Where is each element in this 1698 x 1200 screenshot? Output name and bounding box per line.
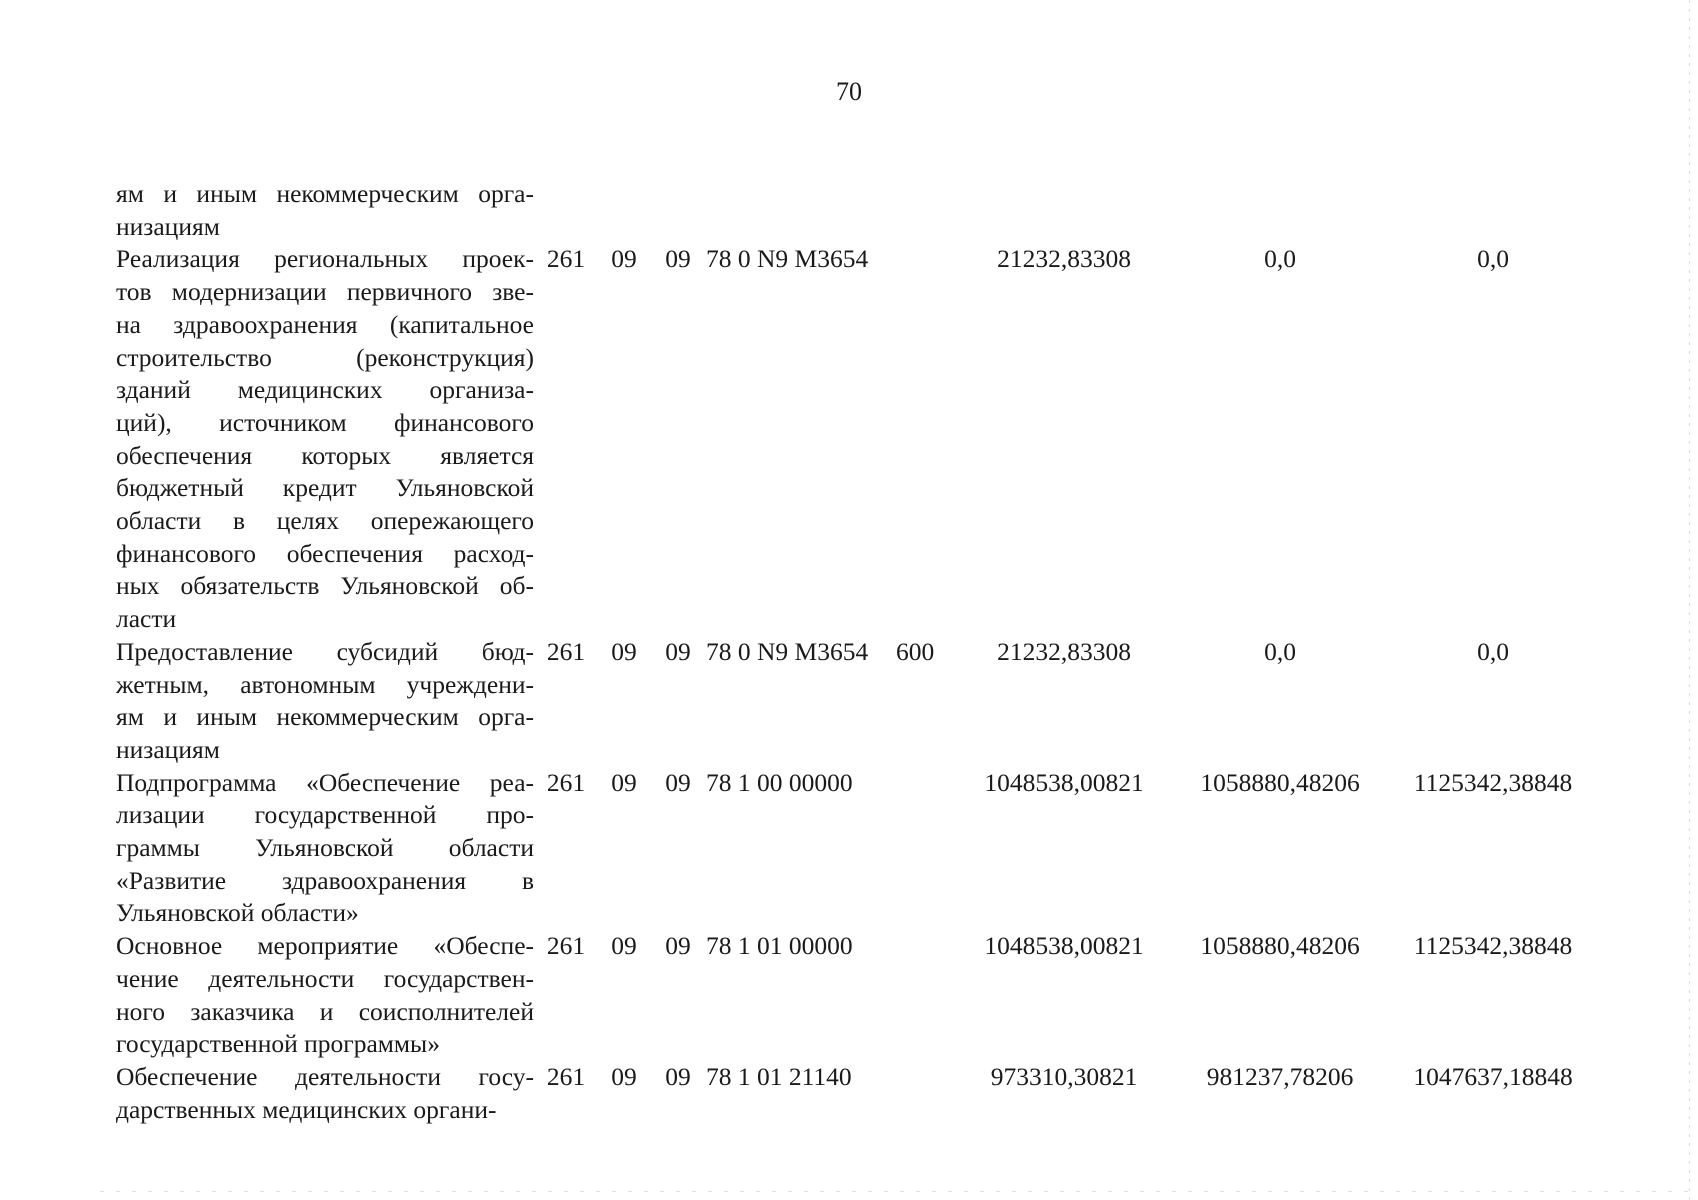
- amount-year-3-cell: 1047637,18848: [1413, 1061, 1573, 1091]
- description-line: ного заказчика и соисполнителей: [116, 996, 534, 1026]
- table-body: [116, 178, 1598, 1126]
- amount-year-1-cell: 21232,83308: [997, 244, 1131, 274]
- target-article-cell: 78 0 N9 М3654: [706, 636, 869, 666]
- expense-type-cell: [896, 243, 956, 635]
- description-cell: [116, 178, 534, 243]
- expense-type-cell: [896, 767, 956, 931]
- subsection-code-cell: 09: [665, 244, 691, 274]
- description-line: Реализация региональных проек-: [116, 244, 534, 274]
- description-line: области в целях опережающего: [116, 506, 534, 536]
- description-cell: [116, 767, 534, 931]
- amount-year-2-cell: 1058880,48206: [1200, 931, 1360, 961]
- description-line: низациям: [116, 734, 220, 764]
- description-line: ям и иным некоммерческим орга-: [116, 702, 534, 732]
- amount-year-3-cell: 0,0: [1477, 636, 1509, 666]
- description-line: Ульяновской области»: [116, 898, 359, 928]
- description-cell: [116, 243, 534, 635]
- description-line: Подпрограмма «Обеспечение реа-: [116, 767, 534, 797]
- description-line: на здравоохранения (капитальное: [116, 309, 534, 339]
- amount-year-3-cell: 0,0: [1477, 244, 1509, 274]
- section-code-cell: 09: [611, 1061, 637, 1091]
- page-number: 70: [836, 77, 862, 106]
- description-line: тов модернизации первичного зве-: [116, 277, 534, 307]
- amount-year-3-cell: 1125342,38848: [1413, 767, 1573, 797]
- table-row: [116, 636, 1598, 767]
- description-line: ных обязательств Ульяновской об-: [116, 571, 534, 601]
- target-article-cell: [706, 178, 896, 243]
- description-line: граммы Ульяновской области: [116, 833, 534, 863]
- amount-year-1-cell: [956, 178, 1172, 243]
- amount-year-3-cell: 1125342,38848: [1413, 931, 1573, 961]
- amount-year-3-cell: [1388, 178, 1598, 243]
- description-line: финансового обеспечения расход-: [116, 538, 534, 568]
- amount-year-2-cell: 0,0: [1264, 244, 1296, 274]
- scan-bottom-marks: [100, 1191, 1698, 1192]
- expense-type-cell: [896, 930, 956, 1061]
- subsection-code-cell: 09: [665, 636, 691, 666]
- expense-type-cell: [896, 1061, 956, 1126]
- description-line: Предоставление субсидий бюд-: [116, 636, 534, 666]
- table-row: [116, 930, 1598, 1061]
- ministry-code-cell: 261: [546, 636, 586, 666]
- ministry-code-cell: 261: [546, 244, 586, 274]
- amount-year-2-cell: 0,0: [1264, 636, 1296, 666]
- description-line: ций), источником финансового: [116, 407, 534, 437]
- expense-type-cell: 600: [896, 636, 935, 666]
- table-row: [116, 767, 1598, 931]
- description-line: жетным, автономным учреждени-: [116, 669, 534, 699]
- subsection-code-cell: [650, 178, 706, 243]
- amount-year-1-cell: 973310,30821: [990, 1061, 1138, 1091]
- ministry-code-cell: 261: [546, 1061, 586, 1091]
- ministry-code-cell: [534, 178, 598, 243]
- amount-year-1-cell: 1048538,00821: [984, 931, 1144, 961]
- description-line: Обеспечение деятельности госу-: [116, 1061, 534, 1091]
- table-row: [116, 1061, 1598, 1126]
- amount-year-2-cell: 1058880,48206: [1200, 767, 1360, 797]
- section-code-cell: 09: [611, 931, 637, 961]
- description-line: чение деятельности государствен-: [116, 963, 534, 993]
- description-line: бюджетный кредит Ульяновской: [116, 473, 534, 503]
- amount-year-1-cell: 1048538,00821: [984, 767, 1144, 797]
- budget-table: [116, 178, 1598, 1126]
- target-article-cell: 78 1 01 21140: [706, 1061, 852, 1091]
- description-line: низациям: [116, 211, 220, 241]
- description-line: «Развитие здравоохранения в: [116, 865, 534, 895]
- target-article-cell: 78 0 N9 М3654: [706, 244, 869, 274]
- section-code-cell: 09: [611, 767, 637, 797]
- description-line: лизации государственной про-: [116, 800, 534, 830]
- description-cell: [116, 636, 534, 767]
- table-row: [116, 243, 1598, 635]
- section-code-cell: 09: [611, 636, 637, 666]
- description-line: ласти: [116, 604, 177, 634]
- description-line: дарственных медицинских органи-: [116, 1094, 497, 1124]
- subsection-code-cell: 09: [665, 931, 691, 961]
- ministry-code-cell: 261: [546, 931, 586, 961]
- target-article-cell: 78 1 00 00000: [706, 767, 853, 797]
- amount-year-2-cell: 981237,78206: [1206, 1061, 1354, 1091]
- description-line: государственной программы»: [116, 1029, 440, 1059]
- ministry-code-cell: 261: [546, 767, 586, 797]
- description-line: обеспечения которых является: [116, 440, 534, 470]
- target-article-cell: 78 1 01 00000: [706, 931, 853, 961]
- description-line: строительство (реконструкция): [116, 342, 534, 372]
- description-line: Основное мероприятие «Обеспе-: [116, 931, 534, 961]
- subsection-code-cell: 09: [665, 767, 691, 797]
- amount-year-1-cell: 21232,83308: [997, 636, 1131, 666]
- description-line: ям и иным некоммерческим орга-: [116, 179, 534, 208]
- subsection-code-cell: 09: [665, 1061, 691, 1091]
- section-code-cell: [598, 178, 650, 243]
- table-row: [116, 178, 1598, 243]
- expense-type-cell: [896, 178, 956, 243]
- section-code-cell: 09: [611, 244, 637, 274]
- description-cell: [116, 930, 534, 1061]
- amount-year-2-cell: [1172, 178, 1388, 243]
- description-cell: [116, 1061, 534, 1126]
- scan-edge-marks: [1689, 0, 1690, 1200]
- description-line: зданий медицинских организа-: [116, 375, 534, 405]
